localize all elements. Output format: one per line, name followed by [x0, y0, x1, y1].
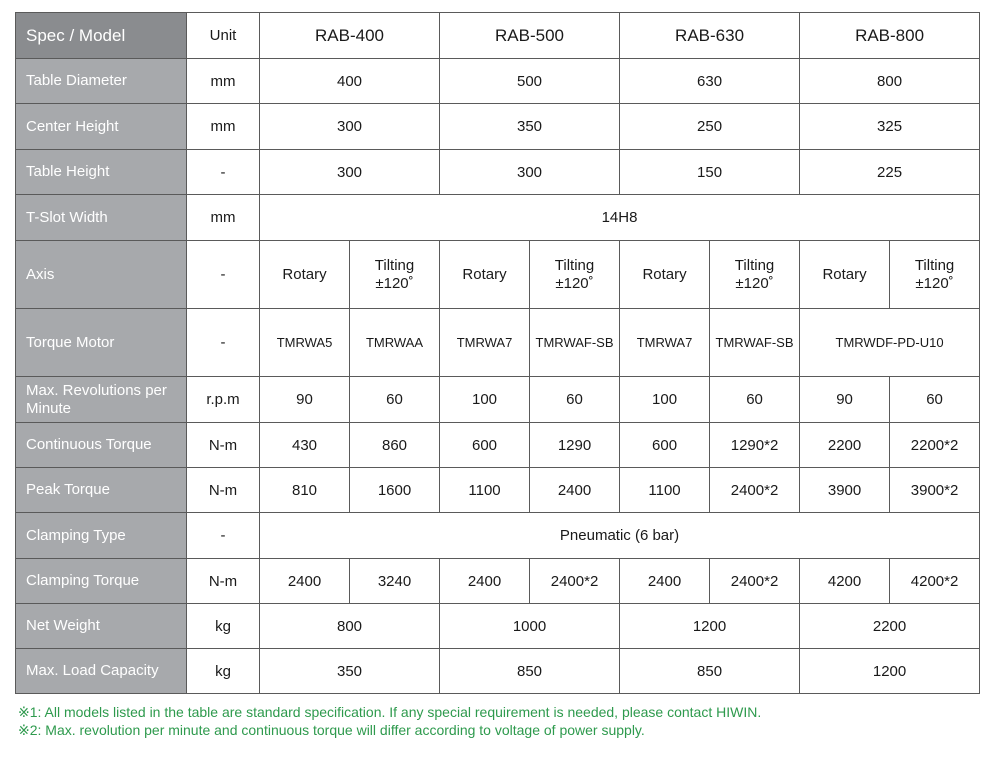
cell: 14H8 [260, 195, 980, 241]
cell [530, 241, 620, 309]
cell [890, 241, 980, 309]
cell: 100 [620, 377, 710, 423]
cell: 60 [530, 377, 620, 423]
model-rab-630: RAB-630 [620, 13, 800, 59]
cell: 630 [620, 59, 800, 104]
cell: TMRWAA [350, 309, 440, 377]
cell: 350 [260, 649, 440, 694]
model-rab-500: RAB-500 [440, 13, 620, 59]
row-label: Clamping Torque [16, 559, 187, 604]
cell: TMRWAF-SB [710, 309, 800, 377]
cell: 90 [260, 377, 350, 423]
row-unit: mm [187, 104, 260, 150]
cell: 90 [800, 377, 890, 423]
tilt-angle: ±120˚ [375, 274, 414, 292]
cell: 600 [440, 423, 530, 468]
row-unit: mm [187, 59, 260, 104]
table-row [16, 559, 980, 604]
table-row [16, 59, 980, 104]
tilt-angle: ±120˚ [915, 274, 954, 292]
cell: Rotary [440, 241, 530, 309]
cell: 1100 [440, 468, 530, 513]
table-row [16, 309, 980, 377]
cell: TMRWA7 [620, 309, 710, 377]
table-row [16, 423, 980, 468]
row-label: Axis [16, 241, 187, 309]
tilt-angle: ±120˚ [555, 274, 594, 292]
cell: 300 [440, 150, 620, 195]
cell: 325 [800, 104, 980, 150]
cell: 1000 [440, 604, 620, 649]
cell: 2400*2 [530, 559, 620, 604]
cell: 1200 [620, 604, 800, 649]
cell: 860 [350, 423, 440, 468]
table-row [16, 150, 980, 195]
model-rab-800: RAB-800 [800, 13, 980, 59]
cell: 2400 [260, 559, 350, 604]
cell: 850 [440, 649, 620, 694]
row-label: T-Slot Width [16, 195, 187, 241]
cell: 2400*2 [710, 559, 800, 604]
row-unit: kg [187, 649, 260, 694]
table-header-row [16, 13, 980, 59]
cell: 100 [440, 377, 530, 423]
cell: 400 [260, 59, 440, 104]
table-row [16, 377, 980, 423]
cell: 1290 [530, 423, 620, 468]
cell: 1200 [800, 649, 980, 694]
header-unit: Unit [187, 13, 260, 59]
cell: 500 [440, 59, 620, 104]
cell: TMRWDF-PD-U10 [800, 309, 980, 377]
row-unit: kg [187, 604, 260, 649]
cell: 2200 [800, 604, 980, 649]
footnote-2: ※2: Max. revolution per minute and continuous torque will differ according to voltage of power supply. [18, 722, 645, 738]
cell: 1100 [620, 468, 710, 513]
footnote-1: ※1: All models listed in the table are standard specification. If any special requirement is needed, please contact HIWIN. [18, 704, 762, 720]
cell: 4200*2 [890, 559, 980, 604]
cell: TMRWA5 [260, 309, 350, 377]
cell: 250 [620, 104, 800, 150]
table-row [16, 604, 980, 649]
cell: 2200*2 [890, 423, 980, 468]
cell: 2200 [800, 423, 890, 468]
cell: 60 [890, 377, 980, 423]
cell: 300 [260, 150, 440, 195]
table-row [16, 195, 980, 241]
table-row [16, 649, 980, 694]
row-unit: mm [187, 195, 260, 241]
cell: 60 [710, 377, 800, 423]
cell: 3900*2 [890, 468, 980, 513]
cell: 60 [350, 377, 440, 423]
row-unit: N-m [187, 423, 260, 468]
cell: 2400 [620, 559, 710, 604]
cell: 150 [620, 150, 800, 195]
cell: 1290*2 [710, 423, 800, 468]
row-label: Torque Motor [16, 309, 187, 377]
cell: 3240 [350, 559, 440, 604]
row-label: Table Height [16, 150, 187, 195]
row-unit: - [187, 513, 260, 559]
cell: 1600 [350, 468, 440, 513]
cell [710, 241, 800, 309]
cell: 810 [260, 468, 350, 513]
row-unit: N-m [187, 468, 260, 513]
row-unit: - [187, 241, 260, 309]
row-label: Center Height [16, 104, 187, 150]
table-row [16, 513, 980, 559]
table-row [16, 241, 980, 309]
tilt-label: Tilting [914, 256, 955, 274]
tilt-label: Tilting [374, 256, 415, 274]
cell: 600 [620, 423, 710, 468]
cell: Rotary [620, 241, 710, 309]
tilt-label: Tilting [554, 256, 595, 274]
row-unit: r.p.m [187, 377, 260, 423]
header-label: Spec / Model [16, 13, 187, 59]
cell: TMRWAF-SB [530, 309, 620, 377]
cell: 800 [260, 604, 440, 649]
cell: 225 [800, 150, 980, 195]
row-label: Peak Torque [16, 468, 187, 513]
row-unit: - [187, 309, 260, 377]
cell: Rotary [260, 241, 350, 309]
cell: 430 [260, 423, 350, 468]
row-label: Table Diameter [16, 59, 187, 104]
tilt-label: Tilting [734, 256, 775, 274]
cell: 3900 [800, 468, 890, 513]
cell: 2400*2 [710, 468, 800, 513]
cell: 4200 [800, 559, 890, 604]
tilt-angle: ±120˚ [735, 274, 774, 292]
cell: 350 [440, 104, 620, 150]
cell: 850 [620, 649, 800, 694]
table-row [16, 468, 980, 513]
table-row [16, 104, 980, 150]
row-label: Max. Revolutions per Minute [16, 377, 187, 423]
cell: 300 [260, 104, 440, 150]
row-label: Max. Load Capacity [16, 649, 187, 694]
cell: 2400 [440, 559, 530, 604]
row-unit: - [187, 150, 260, 195]
cell: 800 [800, 59, 980, 104]
cell: Rotary [800, 241, 890, 309]
cell: TMRWA7 [440, 309, 530, 377]
row-label: Continuous Torque [16, 423, 187, 468]
cell: Pneumatic (6 bar) [260, 513, 980, 559]
row-unit: N-m [187, 559, 260, 604]
footnotes [18, 703, 761, 739]
model-rab-400: RAB-400 [260, 13, 440, 59]
row-label: Clamping Type [16, 513, 187, 559]
row-label: Net Weight [16, 604, 187, 649]
cell: 2400 [530, 468, 620, 513]
spec-table [15, 12, 980, 694]
cell [350, 241, 440, 309]
